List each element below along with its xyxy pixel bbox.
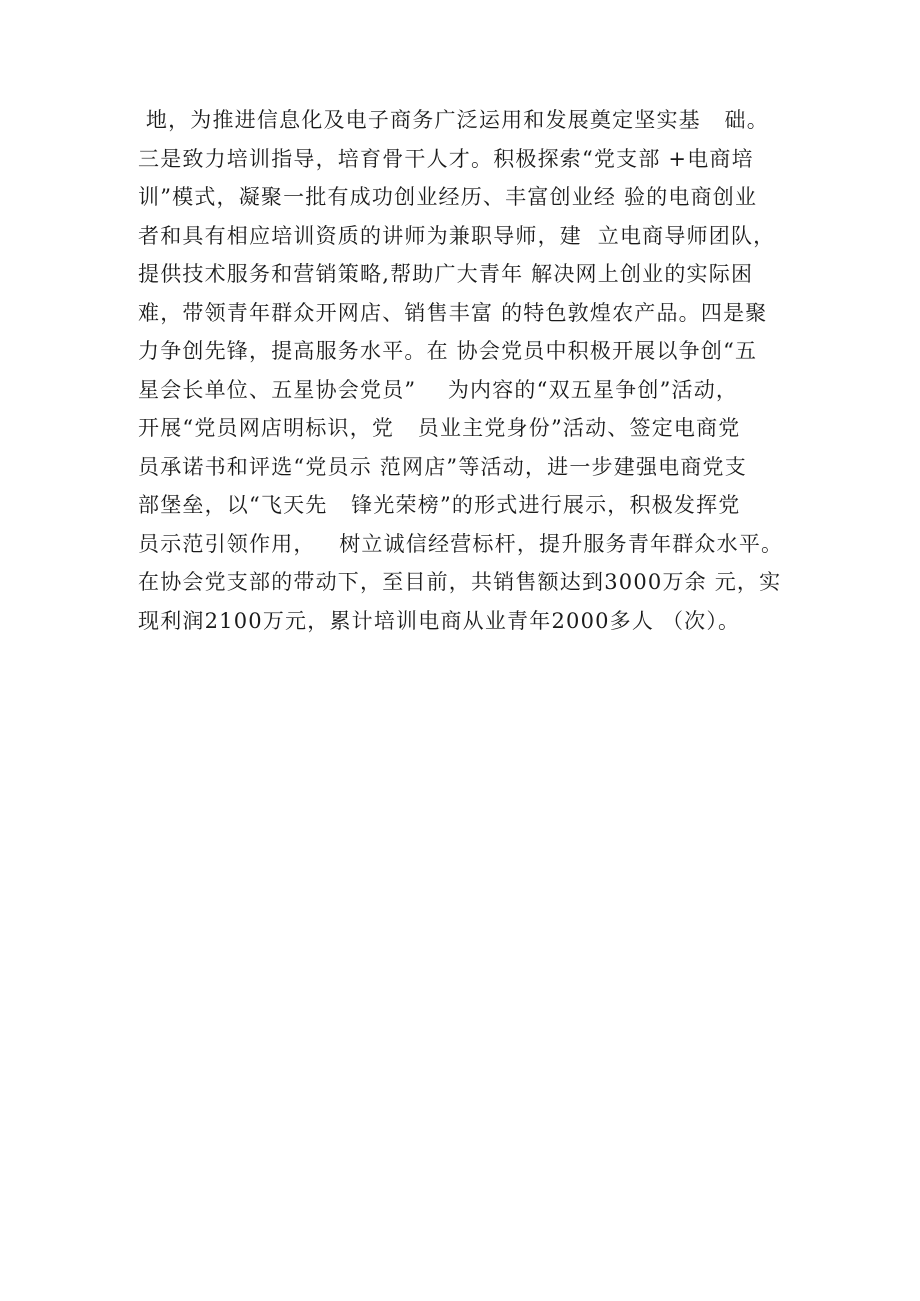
text-line: 部堡垒，以“飞天先 锋光荣榜”的形式进行展示，积极发挥党 <box>138 493 741 517</box>
body-paragraph <box>138 101 798 640</box>
text-line: 地，为推进信息化及电子商务广泛运用和发展奠定坚实基 础。 <box>138 108 769 132</box>
text-line: 员示范引领作用， 树立诚信经营标杆，提升服务青年群众水平。 <box>138 531 784 556</box>
text-line: 在协会党支部的带动下，至目前，共销售额达到3000万余 元，实 <box>138 570 782 594</box>
text-line: 训”模式，凝聚一批有成功创业经历、丰富创业经 验的电商创业 <box>138 185 758 209</box>
text-line: 三是致力培训指导，培育骨干人才。积极探索“党支部 +电商培 <box>138 146 754 171</box>
text-line: 员承诺书和评选“党员示 范网店”等活动，进一步建强电商党支 <box>138 454 747 479</box>
text-line: 提供技术服务和营销策略,帮助广大青年 解决网上创业的实际困 <box>138 262 754 286</box>
text-line: 开展“党员网店明标识，党 员业主党身份”活动、签定电商党 <box>138 416 741 440</box>
text-line: 难，带领青年群众开网店、销售丰富 的特色敦煌农产品。四是聚 <box>138 300 768 325</box>
text-line: 星会长单位、五星协会党员” 为内容的“双五星争创”活动， <box>138 377 739 402</box>
text-line: 力争创先锋，提高服务水平。在 协会党员中积极开展以争创“五 <box>138 339 758 363</box>
text-line: 者和具有相应培训资质的讲师为兼职导师，建 立电商导师团队， <box>138 223 776 248</box>
text-line: 现利润2100万元，累计培训电商从业青年2000多人 （次）。 <box>138 608 741 633</box>
